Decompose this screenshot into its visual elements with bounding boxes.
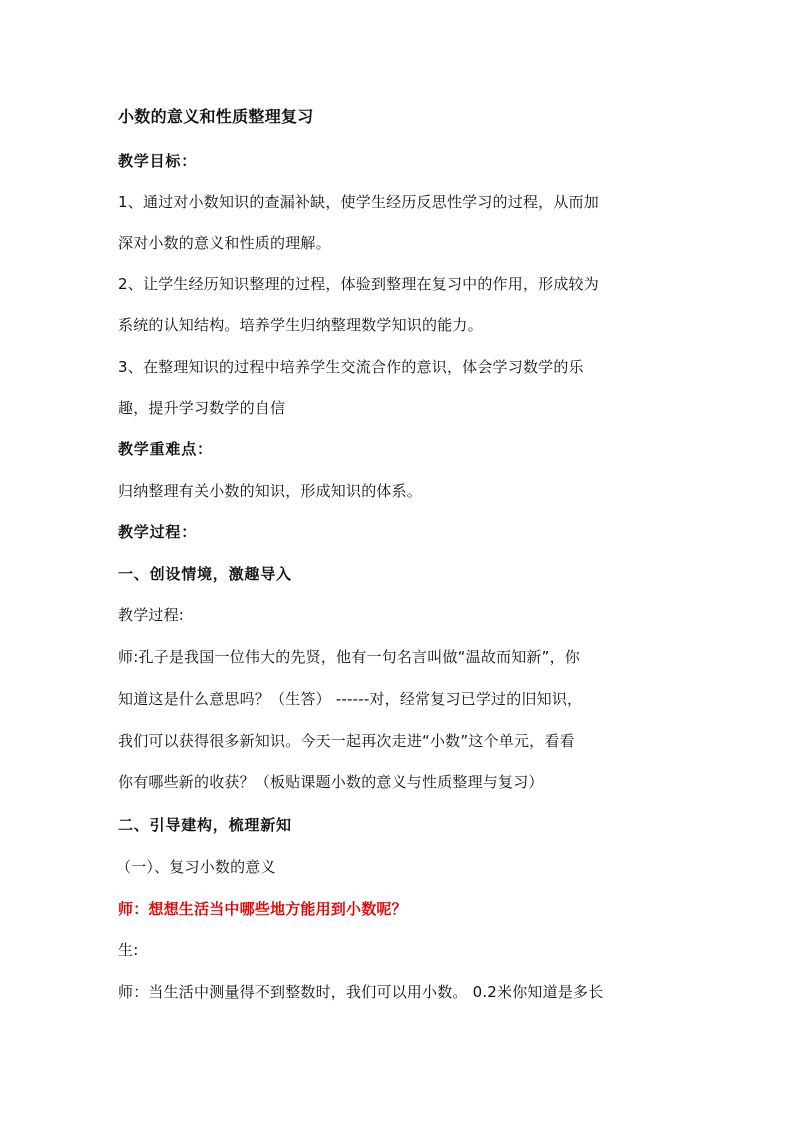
objective-2-line-1: 2、让学生经历知识整理的过程，体验到整理在复习中的作用，形成较为 [118,275,599,293]
section-2-heading: 二、引导建构，梳理新知 [118,816,292,834]
subsection-1: （一）、复习小数的意义 [116,858,276,876]
objective-1-line-1: 1、通过对小数知识的查漏补缺，使学生经历反思性学习的过程，从而加 [118,193,599,211]
objectives-heading: 教学目标： [118,152,198,170]
section-1-label: 教学过程: [118,606,185,624]
teacher-question-red: 师：想想生活当中哪些地方能用到小数呢？ [118,900,407,918]
document-title: 小数的意义和性质整理复习 [118,107,314,126]
objective-3-line-2: 趣，提升学习数学的自信 [118,399,286,417]
key-points-text: 归纳整理有关小数的知识，形成知识的体系。 [118,482,423,500]
teacher-2-line-1: 师：当生活中测量得不到整数时，我们可以用小数。 0.2米你知道是多长 [118,983,604,1001]
objective-1-line-2: 深对小数的意义和性质的理解。 [118,234,331,252]
section-1-heading: 一、创设情境，激趣导入 [118,565,292,583]
objective-3-line-1: 3、在整理知识的过程中培养学生交流合作的意识，体会学习数学的乐 [118,358,584,376]
teacher-1-line-2: 知道这是什么意思吗？（生答） ------对，经常复习已学过的旧知识， [118,690,583,708]
process-heading: 教学过程： [118,523,198,541]
objective-2-line-2: 系统的认知结构。培养学生归纳整理数学知识的能力。 [118,316,483,334]
teacher-1-line-1: 师:孔子是我国一位伟大的先贤，他有一句名言叫做“温故而知新”，你 [118,648,580,666]
key-points-heading: 教学重难点： [118,440,213,458]
teacher-1-line-4: 你有哪些新的收获？（板贴课题小数的意义与性质整理与复习） [118,773,544,791]
student-label: 生: [118,941,139,959]
teacher-1-line-3: 我们可以获得很多新知识。今天一起再次走进“小数”这个单元，看看 [118,732,575,750]
